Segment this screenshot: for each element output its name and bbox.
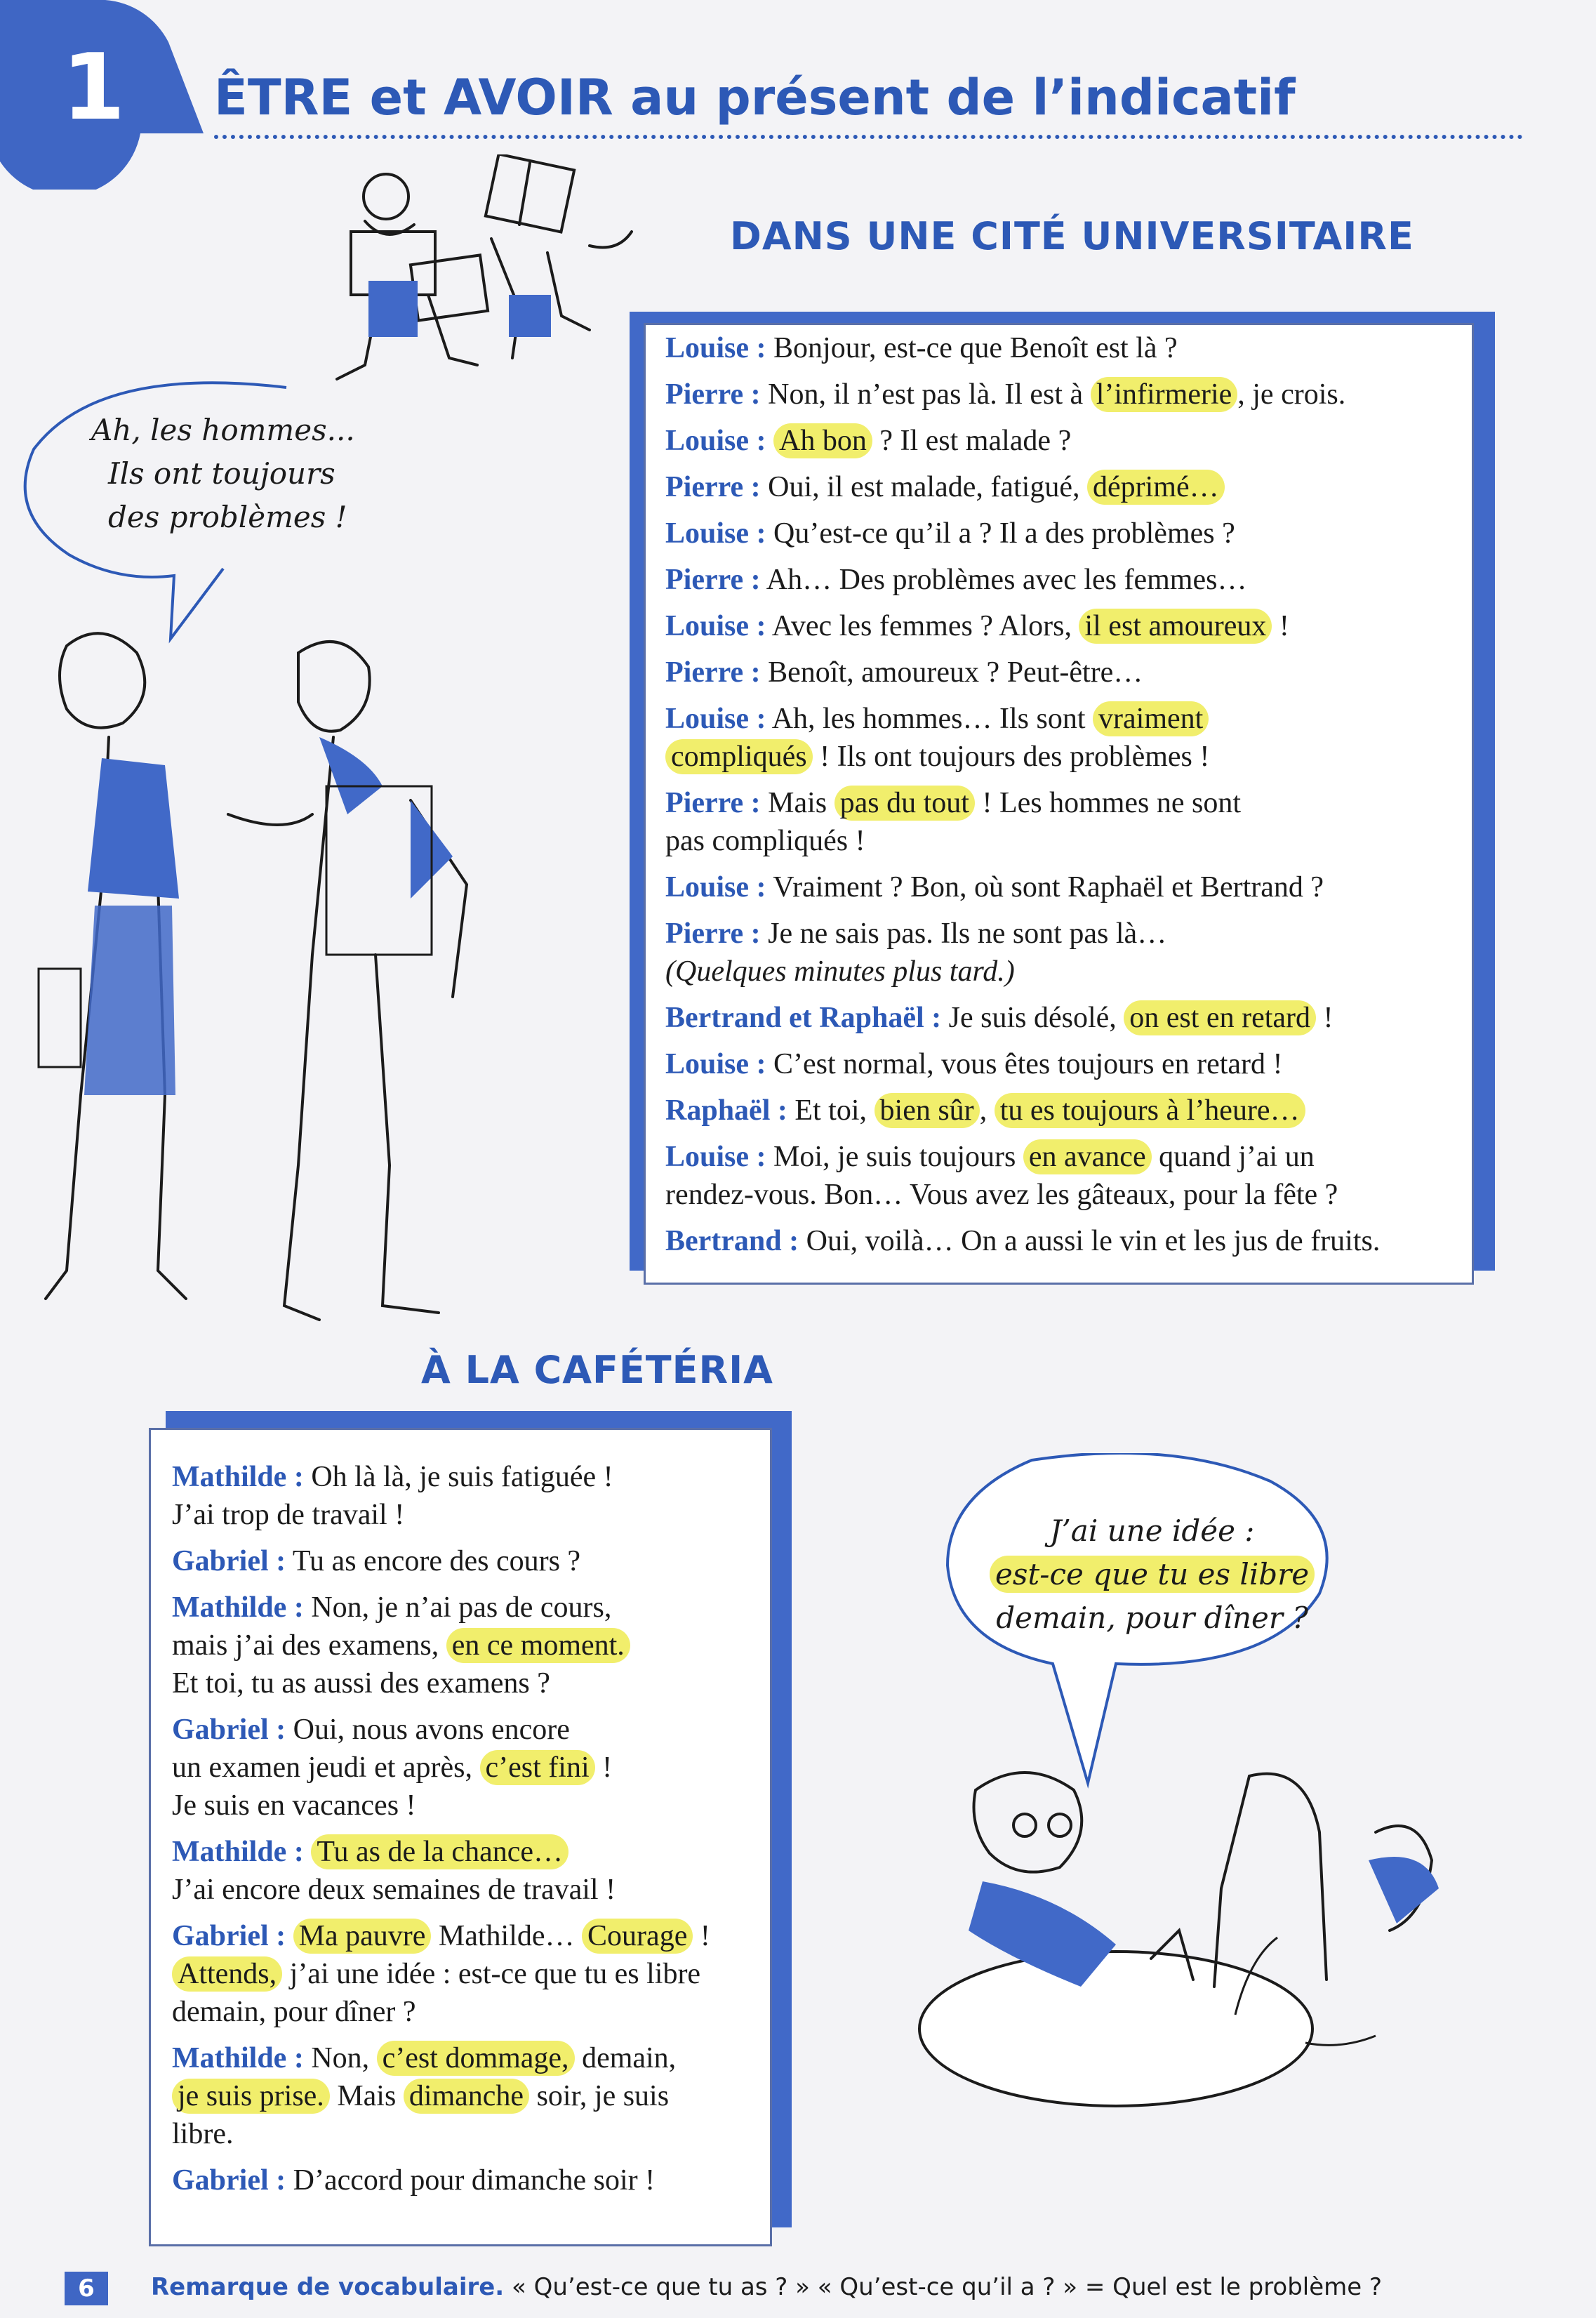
dialogue-line: Mathilde : Non, je n’ai pas de cours, mais j’ai des examens, en ce moment. Et toi, tu as aussi des examens ? <box>172 1589 757 1702</box>
dialogue-line: Pierre : Ah… Des problèmes avec les femmes… <box>665 564 1247 596</box>
dialogue-line: Mathilde : Oh là là, je suis fatiguée ! J’ai trop de travail ! <box>172 1461 613 1531</box>
dialogue-line: Louise : Ah, les hommes… Ils sont vraiment compliqués ! Ils ont toujours des problèmes ! <box>665 703 1210 773</box>
chapter-title: ÊTRE et AVOIR au présent de l’indicatif <box>214 69 1296 126</box>
chapter-number: 1 <box>62 34 126 140</box>
bubble-1-line-1: Ah, les hommes... <box>91 413 355 447</box>
bubble-1-line-3: des problèmes ! <box>108 500 347 534</box>
dialogue-line: Pierre : Oui, il est malade, fatigué, déprimé… <box>665 468 1459 506</box>
louise-pierre-illustration <box>18 604 565 1334</box>
dialogue-line: Louise : C’est normal, vous êtes toujours en retard ! <box>665 1048 1283 1080</box>
bubble-1-line-2: Ils ont toujours <box>108 456 335 491</box>
bubble-1-text <box>91 409 355 539</box>
vocabulary-note-label: Remarque de vocabulaire. <box>151 2273 505 2301</box>
page-number: 6 <box>65 2272 108 2305</box>
dialogue-line: Raphaël : Et toi, bien sûr , tu es toujours à l’heure… <box>665 1092 1459 1130</box>
dialogue-line: Louise : Moi, je suis toujours en avance quand j’ai un rendez-vous. Bon… Vous avez les gâteaux, pour la fête ? <box>665 1141 1338 1211</box>
bubble-2-text <box>990 1509 1315 1640</box>
dialogue-line: Bertrand et Raphaël : Je suis désolé, on est en retard ! <box>665 1002 1334 1034</box>
dialogue-line: Louise : Vraiment ? Bon, où sont Raphaël et Bertrand ? <box>665 871 1324 903</box>
dialogue-line: Pierre : Benoît, amoureux ? Peut-être… <box>665 656 1143 689</box>
title-rule <box>214 135 1523 139</box>
student-carrying-gifts-illustration <box>309 154 660 393</box>
dialogue-line: Gabriel : D’accord pour dimanche soir ! <box>172 2164 656 2197</box>
bubble-2-line-3: demain, pour dîner ? <box>996 1601 1308 1635</box>
dialogue-line: Mathilde : Tu as de la chance… J’ai encore deux semaines de travail ! <box>172 1836 616 1906</box>
vocabulary-note-text: « Qu’est-ce que tu as ? » « Qu’est-ce qu’il a ? » = Quel est le problème ? <box>504 2273 1383 2301</box>
dialogue-line: Louise : Ah bon ? Il est malade ? <box>665 425 1072 457</box>
dialogue-line: Gabriel : Tu as encore des cours ? <box>172 1545 581 1577</box>
dialogue-line: Gabriel : Oui, nous avons encore un examen jeudi et après, c’est fini ! Je suis en vacances ! <box>172 1714 613 1822</box>
dialogue-line: Louise : Avec les femmes ? Alors, il est amoureux ! <box>665 610 1289 642</box>
bubble-2-line-2: est-ce que tu es libre <box>990 1553 1315 1596</box>
vocabulary-note <box>151 2273 1382 2301</box>
dialogue-line: Louise : Bonjour, est-ce que Benoît est là ? <box>665 332 1178 364</box>
dialogue-line: Louise : Qu’est-ce qu’il a ? Il a des problèmes ? <box>665 517 1235 550</box>
dialogue-line: Pierre : Je ne sais pas. Ils ne sont pas là… (Quelques minutes plus tard.) <box>665 918 1167 988</box>
dialogue-line: Mathilde : Non, c’est dommage, demain, je suis prise. Mais dimanche soir, je suis libre. <box>172 2042 677 2150</box>
dialogue-line: Pierre : Mais pas du tout ! Les hommes ne sont pas compliqués ! <box>665 787 1242 857</box>
cafeteria-couple-illustration <box>884 1748 1488 2148</box>
dialogue-line: Pierre : Non, il n’est pas là. Il est à l’infirmerie , je crois. <box>665 378 1346 411</box>
dialogue-box-1 <box>644 323 1474 1285</box>
dialogue-box-2 <box>149 1428 772 2246</box>
section-title-cafeteria: À LA CAFÉTÉRIA <box>421 1348 773 1392</box>
dialogue-line: Gabriel : Ma pauvre Mathilde… Courage ! Attends, j’ai une idée : est-ce que tu es libre demain, pour dîner ? <box>172 1920 710 2028</box>
bubble-2-line-1: J’ai une idée : <box>1049 1514 1255 1548</box>
dialogue-line: Bertrand : Oui, voilà… On a aussi le vin et les jus de fruits. <box>665 1225 1381 1257</box>
section-title-cite-universitaire: DANS UNE CITÉ UNIVERSITAIRE <box>730 214 1414 258</box>
